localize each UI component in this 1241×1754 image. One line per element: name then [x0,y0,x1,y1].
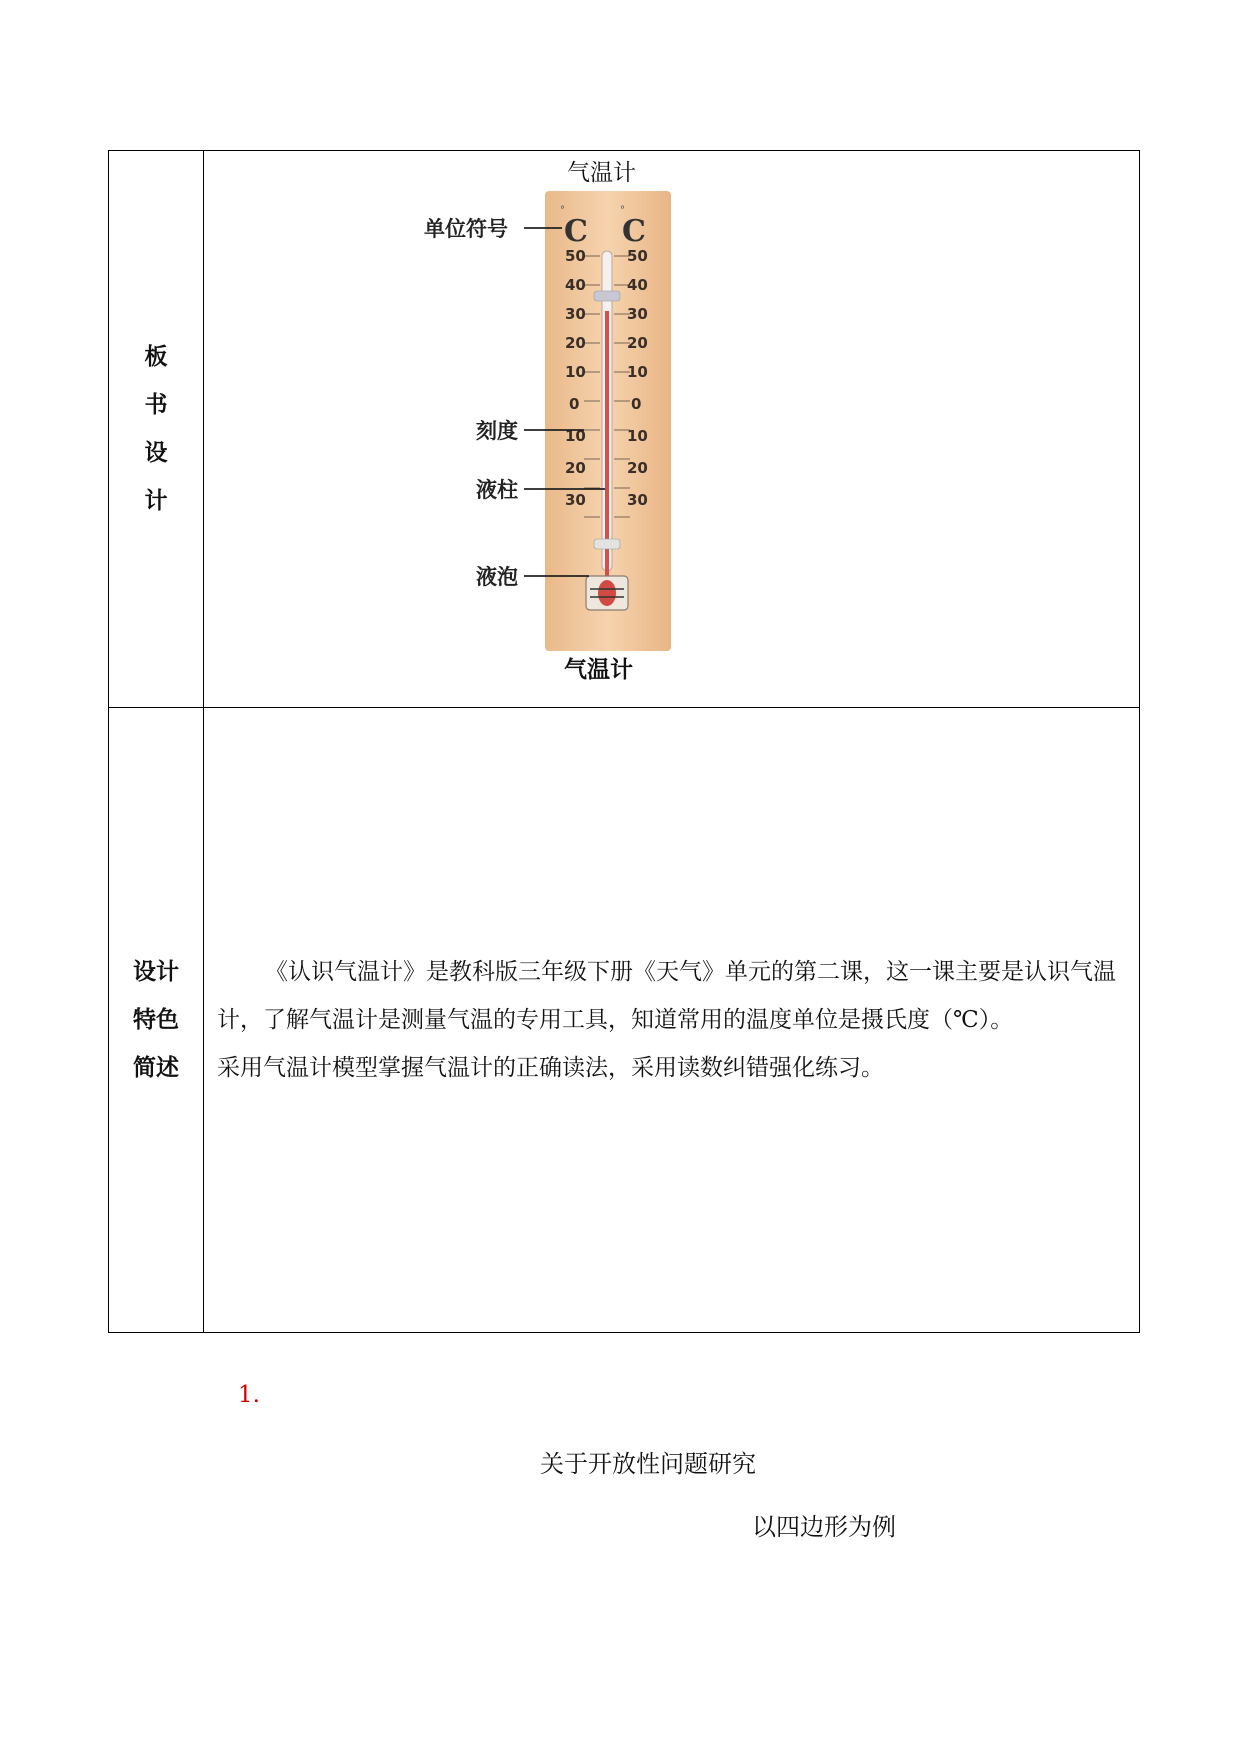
callout-labels [424,217,518,589]
scale-label-left: 30 [565,305,586,323]
label-char: 板 [144,344,168,370]
scale-label-left: 0 [569,395,580,413]
design-feature-label-text [133,948,179,1092]
board-area [204,151,1139,707]
label-char: 书 [144,392,168,418]
unit-symbol-right: C [622,214,646,249]
scale-label-right: 20 [627,459,648,477]
scale-label-right: 0 [631,395,642,413]
tube-clip-bottom [594,539,620,549]
label-line: 简述 [133,1055,179,1081]
scale-label-left: 20 [565,334,586,352]
scale-label-left: 20 [565,459,586,477]
scale-label-right: 30 [627,491,648,509]
feature-paragraph-2: 采用气温计模型掌握气温计的正确读法，采用读数纠错强化练习。 [217,1055,884,1081]
unit-symbol-left: C [564,214,588,249]
lesson-plan-table [108,150,1140,1333]
scale-label-right: 40 [627,276,648,294]
list-number: 1. [238,1382,260,1408]
label-char: 计 [144,488,168,514]
design-feature-content [204,708,1140,1333]
feature-paragraph-1: 《认识气温计》是教科版三年级下册《天气》单元的第二课，这一课主要是认识气温计，了解气温计是测量气温的专用工具，知道常用的温度单位是摄氏度（℃）。 [217,959,1116,1033]
callout-scale: 刻度 [476,419,518,443]
scale-label-right: 50 [627,247,648,265]
scale-label-left: 40 [565,276,586,294]
scale-label-right: 10 [627,427,648,445]
callout-liquid-column: 液柱 [476,478,518,502]
scale-label-right: 30 [627,305,648,323]
design-feature-row [109,708,1140,1333]
board-design-label [109,151,204,708]
scale-label-right: 20 [627,334,648,352]
scale-label-left: 10 [565,363,586,381]
degree-mark-left: ° [560,205,565,216]
scale-label-left: 30 [565,491,586,509]
thermometer-illustration [424,191,684,651]
label-line: 设计 [133,959,179,985]
label-line: 特色 [133,1007,179,1033]
scale-label-left: 50 [565,247,586,265]
board-caption-top: 气温计 [567,160,636,186]
design-feature-label [109,708,204,1333]
degree-mark-right: ° [620,205,625,216]
section-subtitle: 以四边形为例 [752,1513,896,1541]
board-design-row [109,151,1140,708]
callout-liquid-bulb: 液泡 [476,565,518,589]
scale-label-right: 10 [627,363,648,381]
design-feature-text [204,948,1139,1092]
section-title: 关于开放性问题研究 [540,1450,756,1478]
callout-unit-symbol: 单位符号 [424,217,508,241]
board-design-label-text [145,333,168,525]
liquid-column [605,311,609,601]
label-char: 设 [144,440,168,466]
board-caption-bottom: 气温计 [564,657,633,683]
scale-label-left: 10 [565,427,586,445]
liquid-bulb [598,580,616,606]
tube-clip-top [594,291,620,301]
board-design-content [204,151,1140,708]
